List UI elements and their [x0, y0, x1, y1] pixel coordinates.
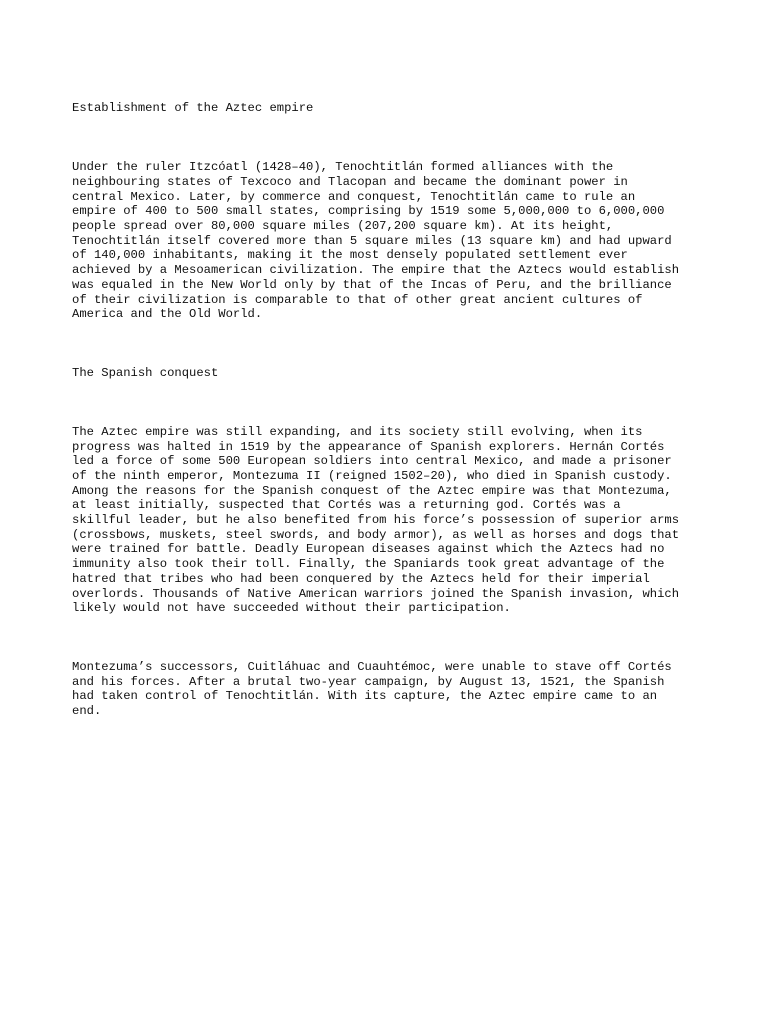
- paragraph-end-of-empire: Montezuma’s successors, Cuitláhuac and Cuauhtémoc, were unable to stave off Cortés and his forces. After a brutal two-year campaign, by August 13, 1521, the Spanish had taken control of Tenochtitlán. With its capture, the Aztec empire came to an end.: [72, 660, 672, 719]
- paragraph-establishment: Under the ruler Itzcóatl (1428–40), Tenochtitlán formed alliances with the neighbouring states of Texcoco and Tlacopan and became the dominant power in central Mexico. Later, by commerce and conquest, Tenochtitlán came to rule an empire of 400 to 500 small states, comprising by 1519 some 5,000,000 to 6,000,000 people spread over 80,000 square miles (207,200 square km). At its height, Tenochtitlán itself covered more than 5 square miles (13 square km) and had upward of 140,000 inhabitants, making it the most densely populated settlement ever achieved by a Mesoamerican civilization. The empire that the Aztecs would establish was equaled in the New World only by that of the Incas of Peru, and the brilliance of their civilization is comparable to that of other great ancient cultures of America and the Old World.: [72, 160, 680, 322]
- paragraph-spanish-conquest: The Aztec empire was still expanding, and its society still evolving, when its progress was halted in 1519 by the appearance of Spanish explorers. Hernán Cortés led a force of some 500 European soldiers into central Mexico, and made a prisoner of the ninth emperor, Montezuma II (reigned 1502–20), who died in Spanish custody. Among the reasons for the Spanish conquest of the Aztec empire was that Montezuma, at least initially, suspected that Cortés was a returning god. Cortés was a skillful leader, but he also benefited from his force’s possession of superior arms (crossbows, muskets, steel swords, and body armor), as well as horses and dogs that were trained for battle. Deadly European diseases against which the Aztecs had no immunity also took their toll. Finally, the Spaniards took great advantage of the hatred that tribes who had been conquered by the Aztecs held for their imperial overlords. Thousands of Native American warriors joined the Spanish invasion, which likely would not have succeeded without their participation.: [72, 424, 680, 616]
- document-page: [72, 72, 712, 748]
- heading-spanish-conquest: The Spanish conquest: [72, 366, 219, 381]
- heading-establishment: Establishment of the Aztec empire: [72, 101, 314, 116]
